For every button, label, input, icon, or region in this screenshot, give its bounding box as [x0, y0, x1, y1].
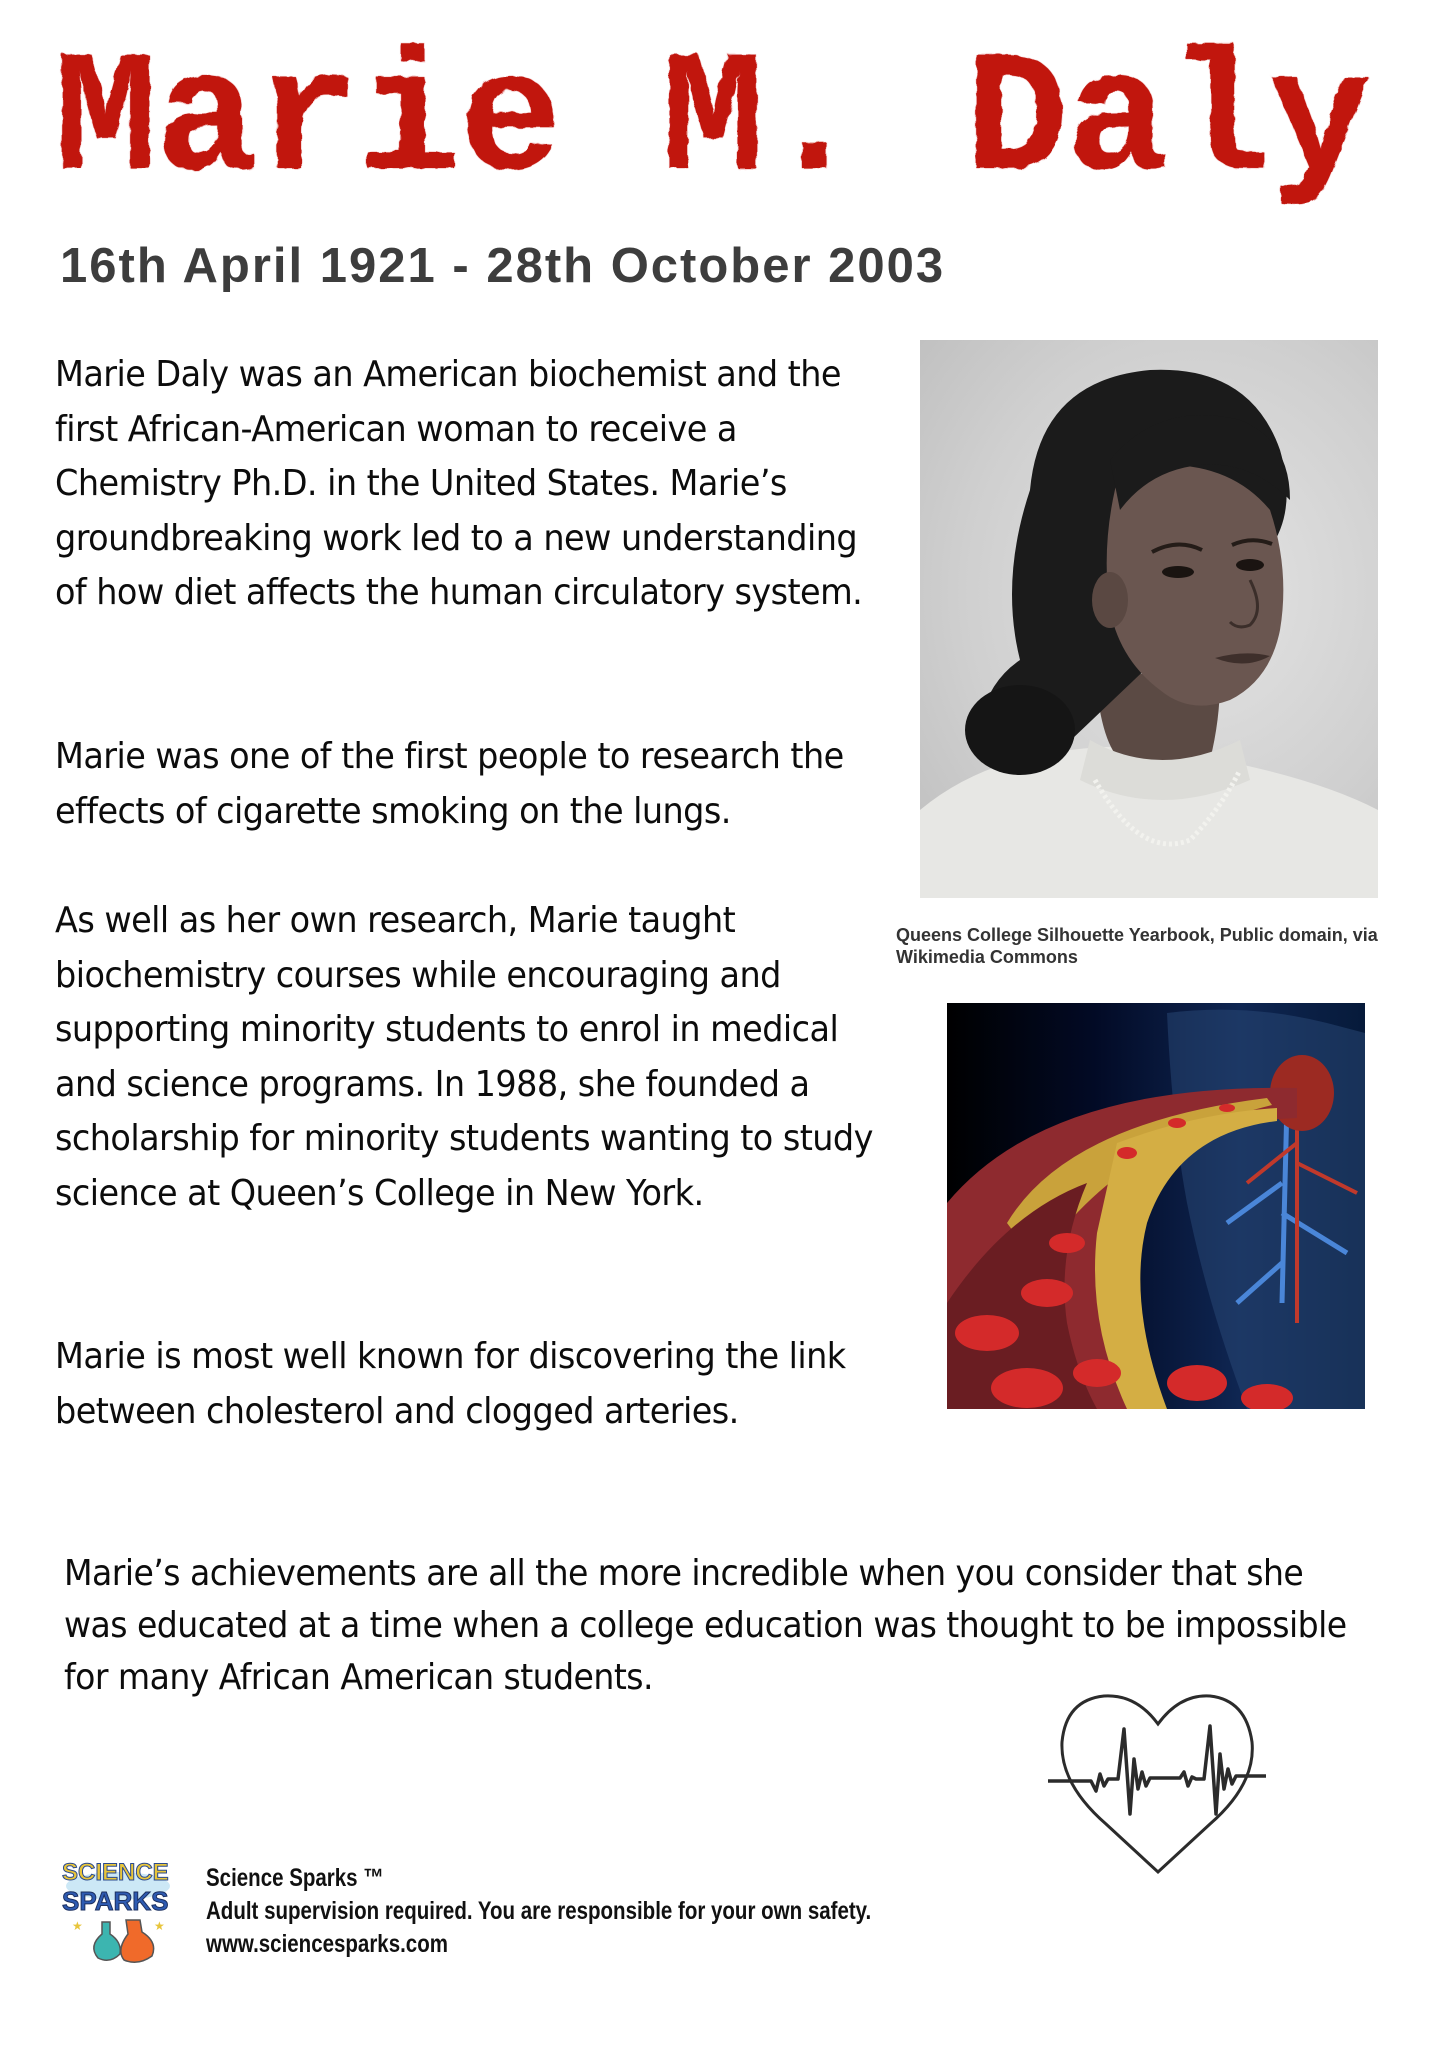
portrait-photo-icon: [920, 340, 1378, 898]
svg-text:SPARKS: SPARKS: [62, 1886, 169, 1916]
paragraph-teaching: As well as her own research, Marie taught biochemistry courses while encouraging and supporting minority students to enrol in medical and science programs. In 1988, she founded a scholarship for minority students wanting to study science at Queen’s College in New York.: [55, 900, 873, 1214]
svg-text:★: ★: [72, 1919, 83, 1933]
flasks-icon: [58, 1850, 176, 1968]
svg-text:SCIENCE: SCIENCE: [62, 1859, 169, 1886]
brand-name: Science Sparks ™: [206, 1864, 384, 1892]
footer-info: [206, 1862, 871, 1961]
paragraph-achievements: Marie’s achievements are all the more incredible when you consider that she was educated at a time when a college education was thought to be impossible for many African American students.: [64, 1553, 1347, 1698]
paragraph-smoking-research: Marie was one of the first people to research the effects of cigarette smoking on the lungs.: [55, 736, 844, 832]
page-title: Marie M. Daly: [54, 25, 1370, 220]
svg-text:★: ★: [154, 1919, 165, 1933]
website-link[interactable]: www.sciencesparks.com: [206, 1930, 448, 1958]
life-dates: 16th April 1921 - 28th October 2003: [60, 239, 946, 293]
heartbeat-heart-icon: [1046, 1694, 1270, 1884]
paragraph-intro: Marie Daly was an American biochemist and the first African-American woman to receive a Chemistry Ph.D. in the United States. Marie’s groundbreaking work led to a new understanding of how diet affects the human circulatory system.: [55, 354, 863, 613]
portrait-photo: [920, 340, 1378, 898]
clogged-artery-illustration: [947, 1003, 1365, 1409]
science-sparks-logo: [58, 1850, 176, 1968]
paragraph-cholesterol: Marie is most well known for discovering the link between cholesterol and clogged arteries.: [55, 1336, 846, 1432]
clogged-artery-icon: [947, 1003, 1365, 1409]
portrait-caption: Queens College Silhouette Yearbook, Public domain, via Wikimedia Commons: [896, 925, 1378, 967]
safety-disclaimer: Adult supervision required. You are responsible for your own safety.: [206, 1897, 872, 1925]
